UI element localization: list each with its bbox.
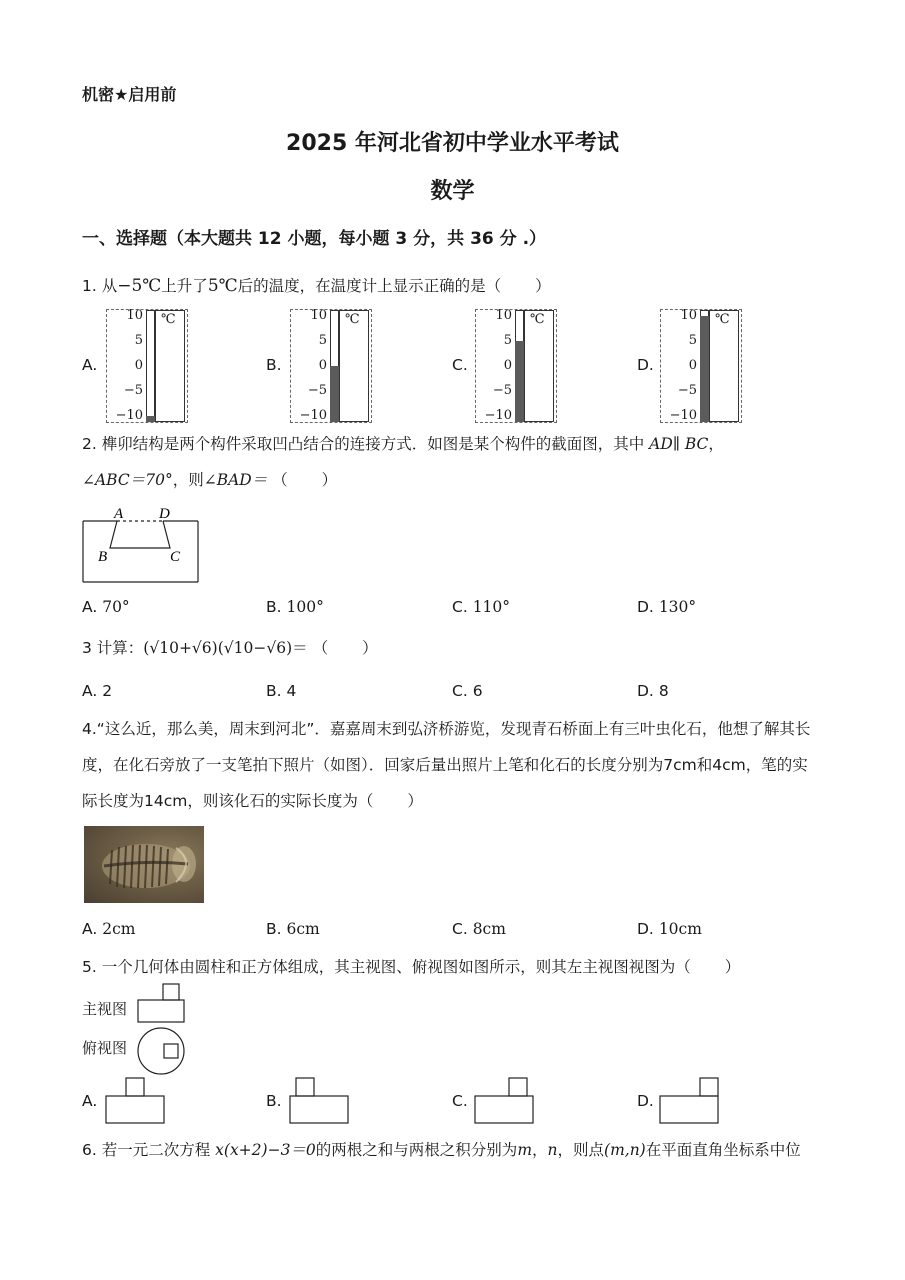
celsius-unit: ℃ [530, 312, 545, 327]
subject-title: 数学 [430, 179, 475, 204]
question-3-text: 3 计算：(√10+√6)(√10−√6)＝ （ ） [82, 639, 378, 657]
q2-option-b: B. 100° [266, 598, 324, 616]
tick-label: 5 [688, 333, 697, 348]
label-b: B [98, 549, 108, 565]
front-view-figure [136, 982, 186, 1024]
tick-label: −10 [115, 408, 143, 423]
question-2-line-1: 2. 榫卯结构是两个构件采取凹凸结合的连接方式．如图是某个构件的截面图，其中 AD∥ BC， [82, 435, 724, 453]
q2-option-a: A. 70° [82, 598, 130, 616]
tick-label: 5 [503, 333, 512, 348]
exam-title: 2025 年河北省初中学业水平考试 [286, 131, 619, 156]
top-view-label: 俯视图 [82, 1041, 128, 1057]
thermometer-tube [146, 310, 155, 422]
label-c: C [170, 549, 181, 565]
question-5-text: 5. 一个几何体由圆柱和正方体组成，其主视图、俯视图如图所示，则其左主视图视图为（ ） [82, 958, 741, 976]
thermometer-option-a [106, 309, 188, 423]
option-b-label: B. [266, 356, 282, 374]
q3-option-b: B. 4 [266, 682, 297, 700]
question-2-line-2: ∠ABC＝70°，则∠BAD＝ （ ） [82, 471, 338, 489]
q5-option-d-label: D. [637, 1092, 654, 1110]
tick-label: −5 [307, 383, 327, 398]
q5-option-d-figure [658, 1076, 720, 1126]
q2-option-c: C. 110° [452, 598, 511, 616]
option-d-label: D. [637, 356, 654, 374]
question-1-text: 1. 从−5℃上升了5℃后的温度，在温度计上显示正确的是（ ） [82, 276, 551, 296]
tick-label: 0 [134, 358, 143, 373]
trapezoid-abcd [110, 521, 170, 548]
q2-option-d: D. 130° [637, 598, 697, 616]
mercury-column [330, 366, 339, 422]
celsius-unit: ℃ [161, 312, 176, 327]
tick-label: 0 [503, 358, 512, 373]
question-4-line-3: 际长度为14cm，则该化石的实际长度为（ ） [82, 792, 423, 810]
question-4-line-1: 4.“这么近，那么美，周末到河北”．嘉嘉周末到弘济桥游览，发现青石桥面上有三叶虫化石，他想了解其长 [82, 720, 811, 738]
q5-option-b-label: B. [266, 1092, 282, 1110]
q4-option-b: B. 6cm [266, 920, 320, 938]
tick-label: −5 [677, 383, 697, 398]
thermometer-option-b [290, 309, 372, 423]
option-c-label: C. [452, 356, 468, 374]
tick-label: 0 [318, 358, 327, 373]
tick-label: 10 [495, 308, 512, 323]
tick-label: −5 [123, 383, 143, 398]
celsius-unit: ℃ [345, 312, 360, 327]
q4-option-a: A. 2cm [82, 920, 136, 938]
thermometer-option-c [475, 309, 557, 423]
q3-option-d: D. 8 [637, 682, 669, 700]
top-view-figure [136, 1026, 186, 1076]
q3-option-c: C. 6 [452, 682, 483, 700]
question-6-text: 6. 若一元二次方程 x(x+2)−3＝0的两根之和与两根之积分别为m，n，则点(m,n)在平面直角坐标系中位 [82, 1141, 801, 1159]
front-view-label: 主视图 [82, 1002, 128, 1018]
tick-label: 0 [688, 358, 697, 373]
mortise-diagram [80, 500, 204, 586]
section-heading: 一、选择题（本大题共 12 小题，每小题 3 分，共 36 分 .） [82, 229, 547, 249]
q3-option-a: A. 2 [82, 682, 113, 700]
mercury-column [700, 316, 709, 422]
label-d: D [159, 506, 170, 522]
mercury-column [146, 416, 155, 422]
q5-option-c-figure [473, 1076, 535, 1126]
tick-label: −10 [299, 408, 327, 423]
tick-label: 10 [680, 308, 697, 323]
question-4-line-2: 度，在化石旁放了一支笔拍下照片（如图）．回家后量出照片上笔和化石的长度分别为7cm和4cm，笔的实 [82, 756, 808, 774]
thermometer-option-d [660, 309, 742, 423]
q5-option-a-label: A. [82, 1092, 98, 1110]
tick-label: 10 [310, 308, 327, 323]
mercury-column [515, 341, 524, 422]
label-a: A [114, 506, 124, 522]
tick-label: 5 [318, 333, 327, 348]
option-a-label: A. [82, 356, 98, 374]
q5-option-c-label: C. [452, 1092, 468, 1110]
q4-option-c: C. 8cm [452, 920, 506, 938]
celsius-unit: ℃ [715, 312, 730, 327]
q4-option-d: D. 10cm [637, 920, 702, 938]
tick-label: −10 [669, 408, 697, 423]
tick-label: 10 [126, 308, 143, 323]
trilobite-fossil-photo [84, 826, 204, 903]
tick-label: 5 [134, 333, 143, 348]
confidential-label: 机密★启用前 [82, 85, 177, 104]
tick-label: −5 [492, 383, 512, 398]
tick-label: −10 [484, 408, 512, 423]
q5-option-b-figure [288, 1076, 350, 1126]
q5-option-a-figure [104, 1076, 166, 1126]
